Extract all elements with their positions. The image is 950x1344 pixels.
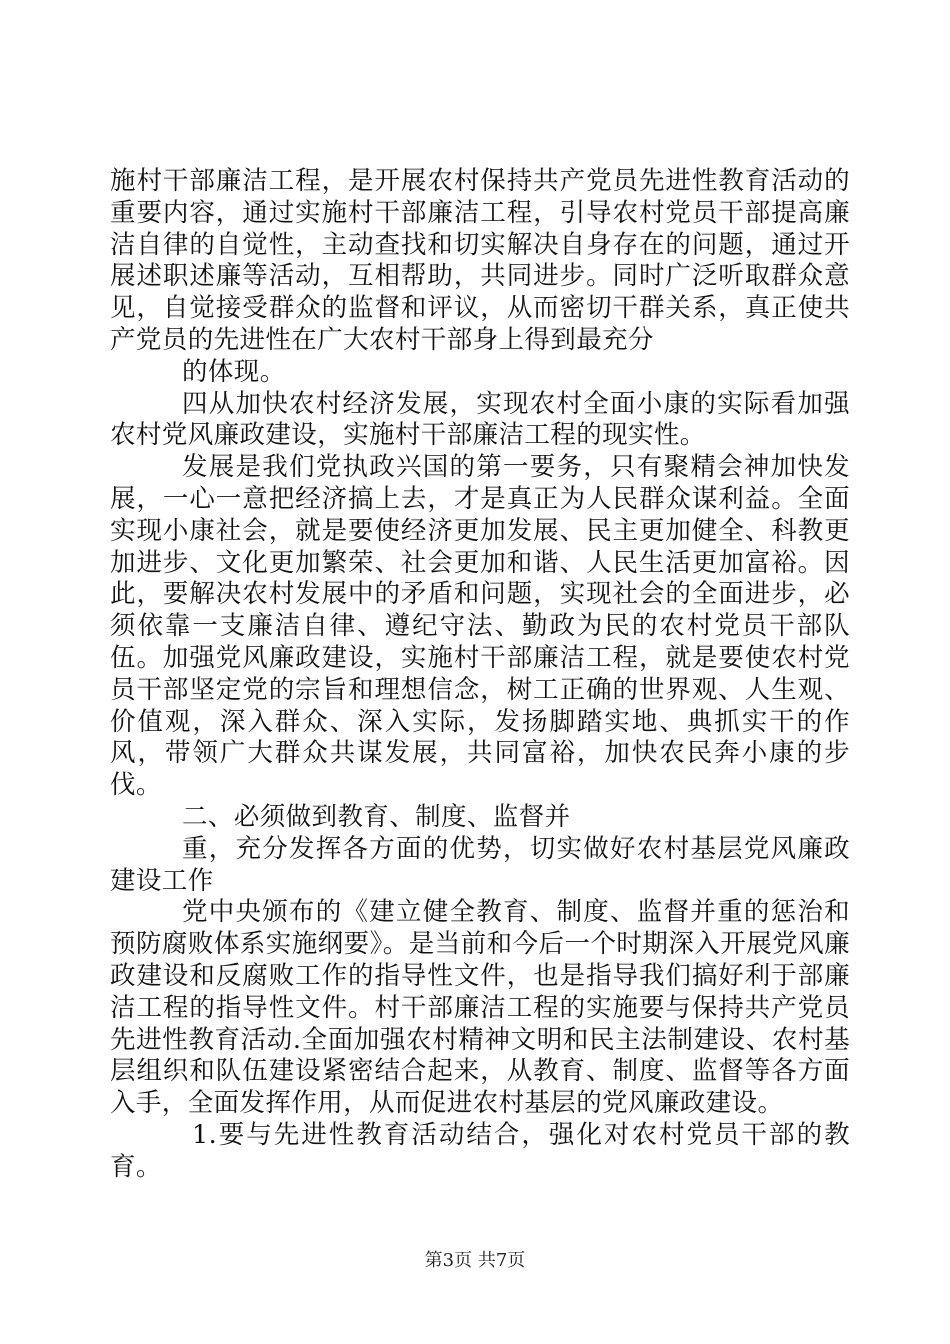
section-heading: 四从加快农村经济发展，实现农村全面小康的实际看加强农村党风廉政建设，实施村干部廉洁工程的现实性。 <box>110 388 850 451</box>
paragraph: 发展是我们党执政兴国的第一要务，只有聚精会神加快发展，一心一意把经济搞上去，才是真正为人民群众谋利益。全面实现小康社会，就是要使经济更加发展、民主更加健全、科教更加进步、文化更加繁荣、社会更加和谐、人民生活更加富裕。因此，要解决农村发展中的矛盾和问题，实现社会的全面进步，必须依靠一支廉洁自律、遵纪守法、勤政为民的农村党员干部队伍。加强党风廉政建设，实施村干部廉洁工程，就是要使农村党员干部坚定党的宗旨和理想信念，树工正确的世界观、人生观、价值观，深入群众、深入实际，发扬脚踏实地、典抓实干的作风，带领广大群众共谋发展，共同富裕，加快农民奔小康的步伐。 <box>110 452 850 801</box>
numbered-item: 1.要与先进性教育活动结合，强化对农村党员干部的教育。 <box>110 1119 850 1182</box>
paragraph: 的体现。 <box>182 356 286 387</box>
document-body <box>110 166 850 1184</box>
section-heading: 二、必须做到教育、制度、监督并 <box>182 801 571 832</box>
page-footer: 第3页 共7页 <box>424 1250 526 1271</box>
paragraph: 党中央颁布的《建立健全教育、制度、监督并重的惩治和预防腐败体系实施纲要》。是当前和今后一个时期深入开展党风廉政建设和反腐败工作的指导性文件，也是指导我们搞好利于部廉洁工程的指导性文件。村干部廉洁工程的实施要与保持共产党员先进性教育活动.全面加强农村精神文明和民主法制建设、农村基层组织和队伍建设紧密结合起来，从教育、制度、监督等各方面入手，全面发挥作用，从而促进农村基层的党风廉政建设。 <box>110 897 850 1119</box>
paragraph: 施村干部廉洁工程，是开展农村保持共产党员先进性教育活动的重要内容，通过实施村干部廉洁工程，引导农村党员干部提高廉洁自律的自觉性，主动查找和切实解决自身存在的问题，通过开展述职述廉等活动，互相帮助，共同进步。同时广泛听取群众意见，自觉接受群众的监督和评议，从而密切干群关系，真正使共产党员的先进性在广大农村干部身上得到最充分 <box>110 166 850 355</box>
section-heading-continued: 重，充分发挥各方面的优势，切实做好农村基层党风廉政建设工作 <box>110 833 850 896</box>
